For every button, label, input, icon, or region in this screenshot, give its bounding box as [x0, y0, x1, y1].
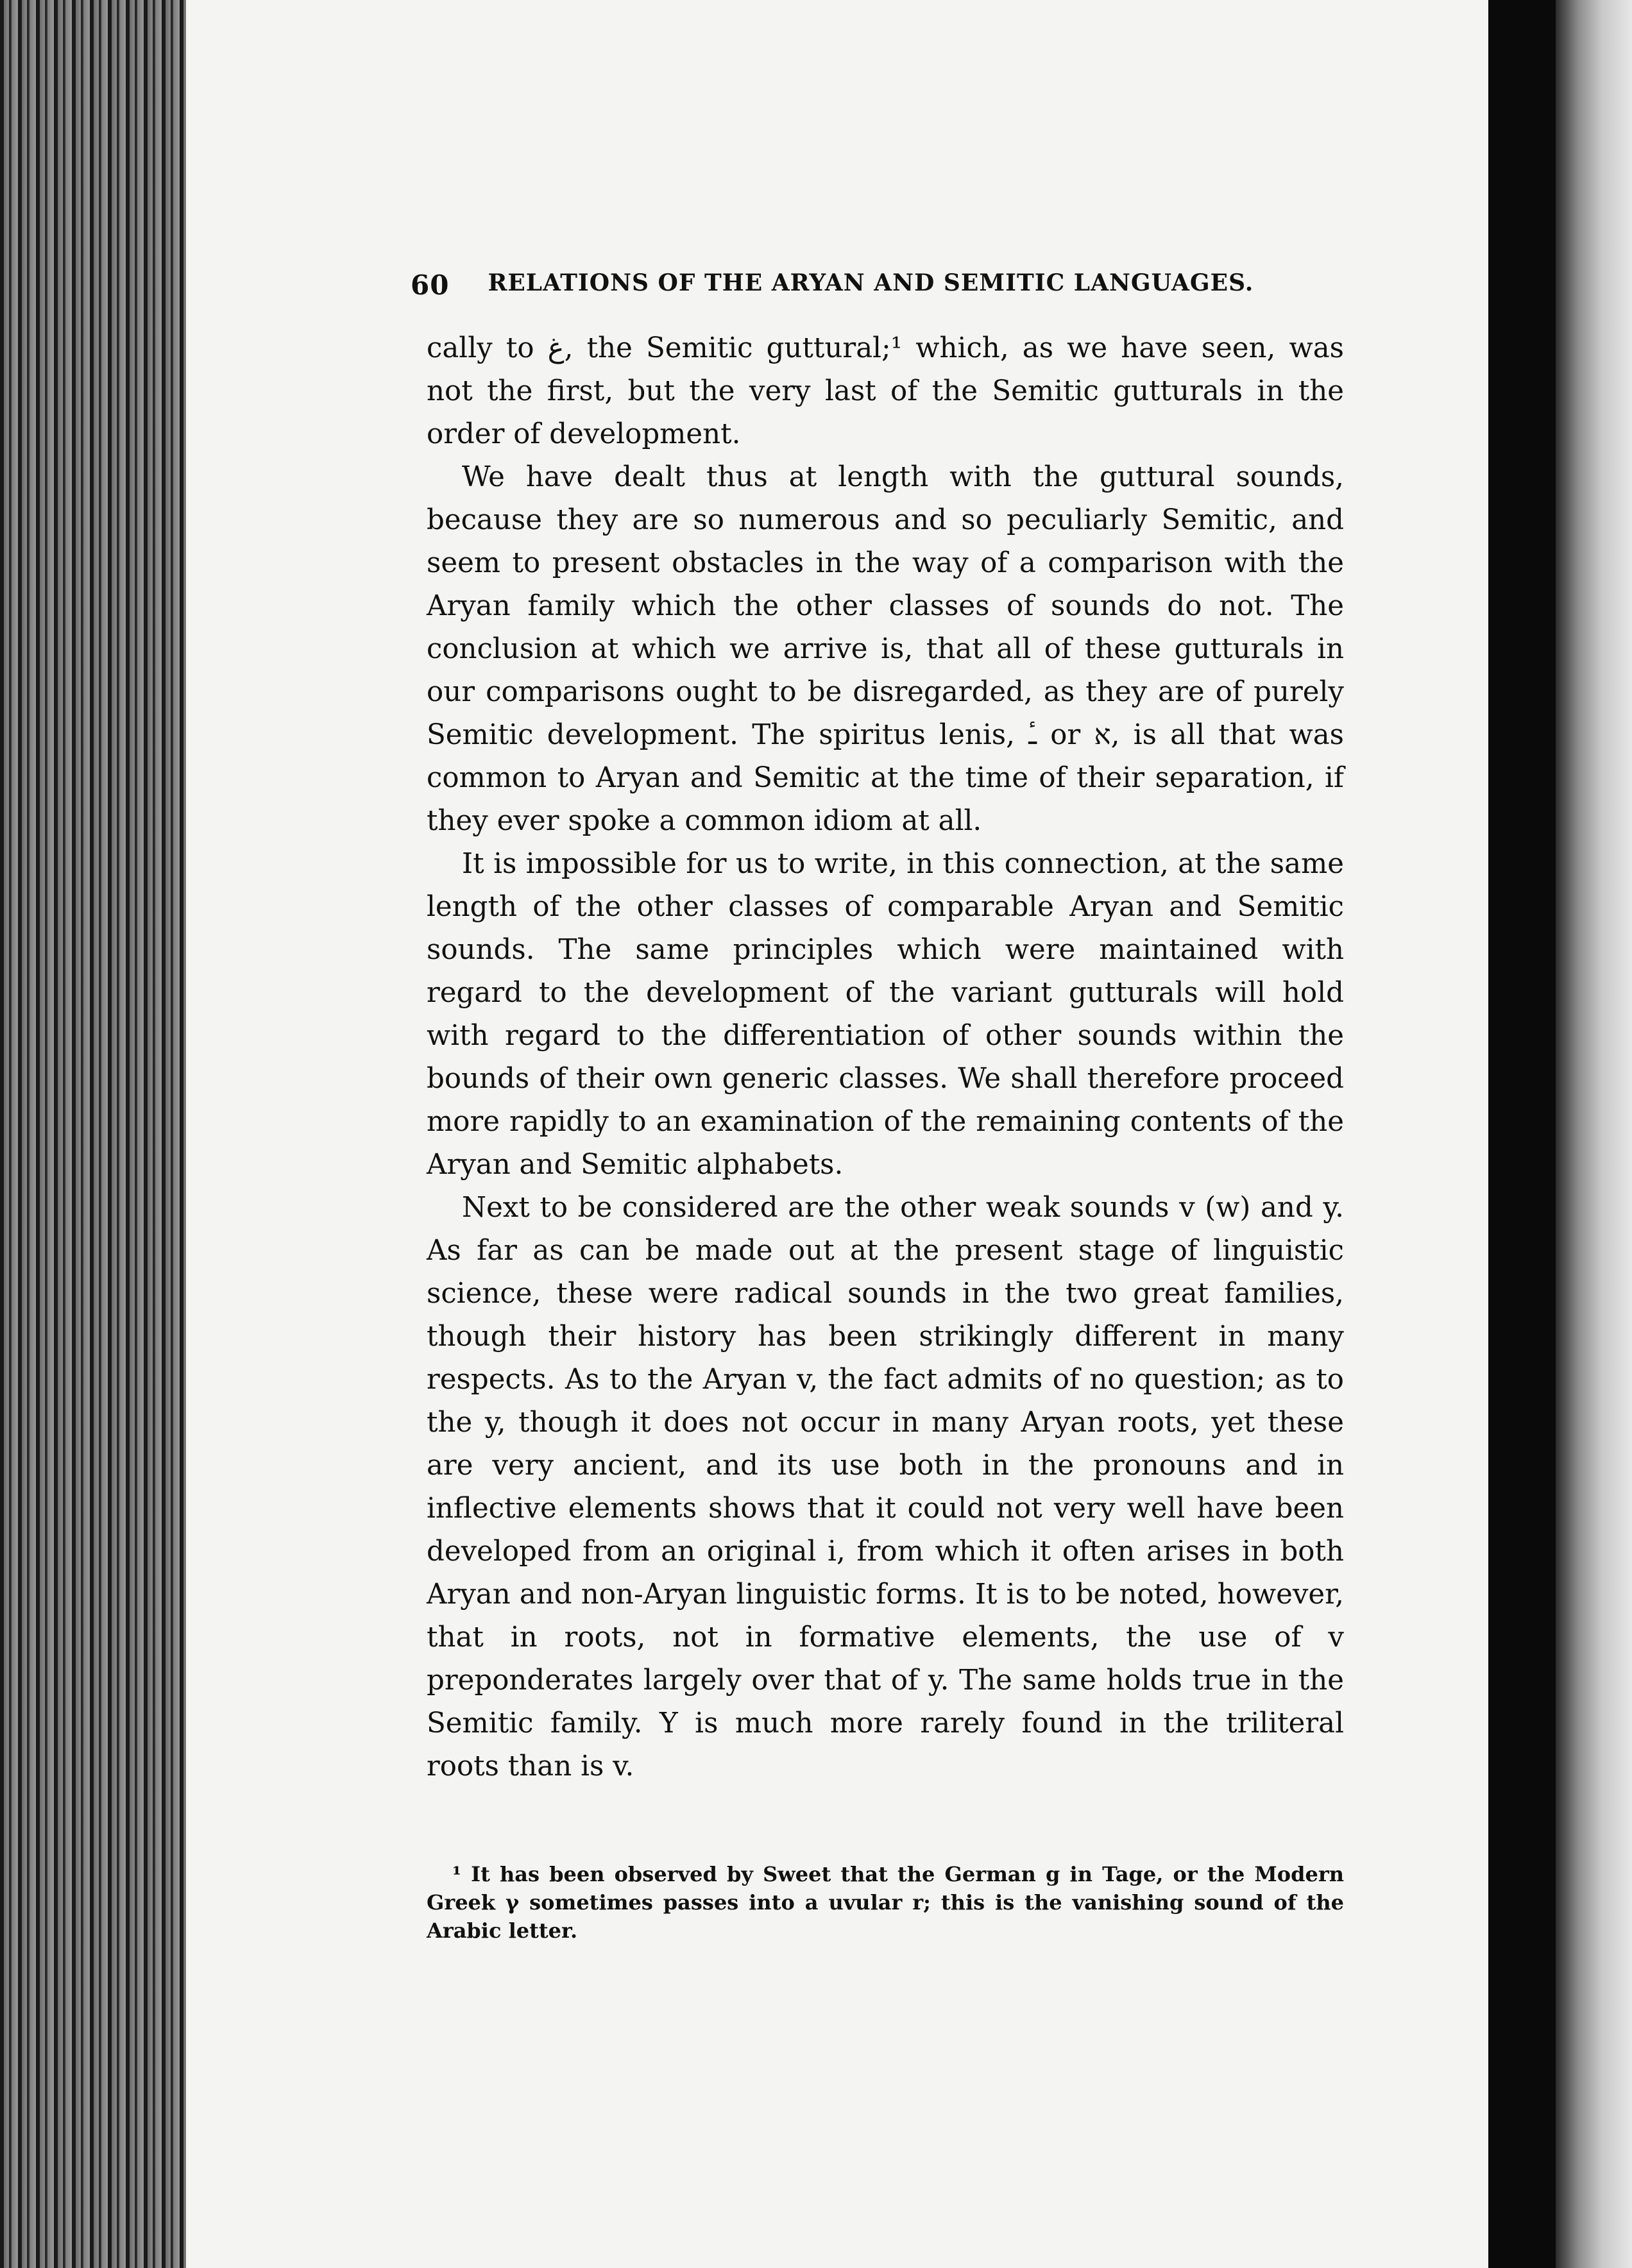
body-text: [427, 327, 1344, 1788]
paragraph: It is impossible for us to write, in this connection, at the same length of the other classes of comparable Aryan and Semitic sounds. The same principles which were maintained with regard to the development of the variant gutturals will hold with regard to the differentiation of other sounds within the bounds of their own generic classes. We shall therefore proceed more rapidly to an examination of the remaining contents of the Aryan and Semitic alphabets.: [427, 848, 1344, 1181]
paragraph: We have dealt thus at length with the guttural sounds, because they are so numerous and so peculiarly Semitic, and seem to present obstacles in the way of a comparison with the Aryan family which the other classes of sounds do not. The conclusion at which we arrive is, that all of these gutturals in our comparisons ought to be disregarded, as they are of purely Semitic development. The spiritus lenis, ـٔ or א, is all that was common to Aryan and Semitic at the time of their separation, if they ever spoke a common idiom at all.: [427, 461, 1344, 837]
page-number: 60: [411, 269, 450, 301]
page-edges: [0, 0, 192, 2268]
paragraph: cally to غ, the Semitic guttural;¹ which, as we have seen, was not the first, but the very last of the Semitic gutturals in the order of development.: [427, 332, 1344, 450]
facing-page-edge: [1556, 0, 1632, 2268]
running-title: RELATIONS OF THE ARYAN AND SEMITIC LANGUAGES.: [488, 269, 1254, 296]
footnote: ¹ It has been observed by Sweet that the German g in Tage, or the Modern Greek γ sometimes passes into a uvular r; this is the vanishing sound of the Arabic letter.: [427, 1862, 1344, 1943]
running-header: [411, 269, 1296, 301]
paragraph: Next to be considered are the other weak sounds v (w) and y. As far as can be made out at the present stage of linguistic science, these were radical sounds in the two great families, though their history has been strikingly different in many respects. As to the Aryan v, the fact admits of no question; as to the y, though it does not occur in many Aryan roots, yet these are very ancient, and its use both in the pronouns and in inflective elements shows that it could not very well have been developed from an original i, from which it often arises in both Aryan and non-Aryan linguistic forms. It is to be noted, however, that in roots, not in formative elements, the use of v preponderates largely over that of y. The same holds true in the Semitic family. Y is much more rarely found in the triliteral roots than is v.: [427, 1192, 1344, 1782]
